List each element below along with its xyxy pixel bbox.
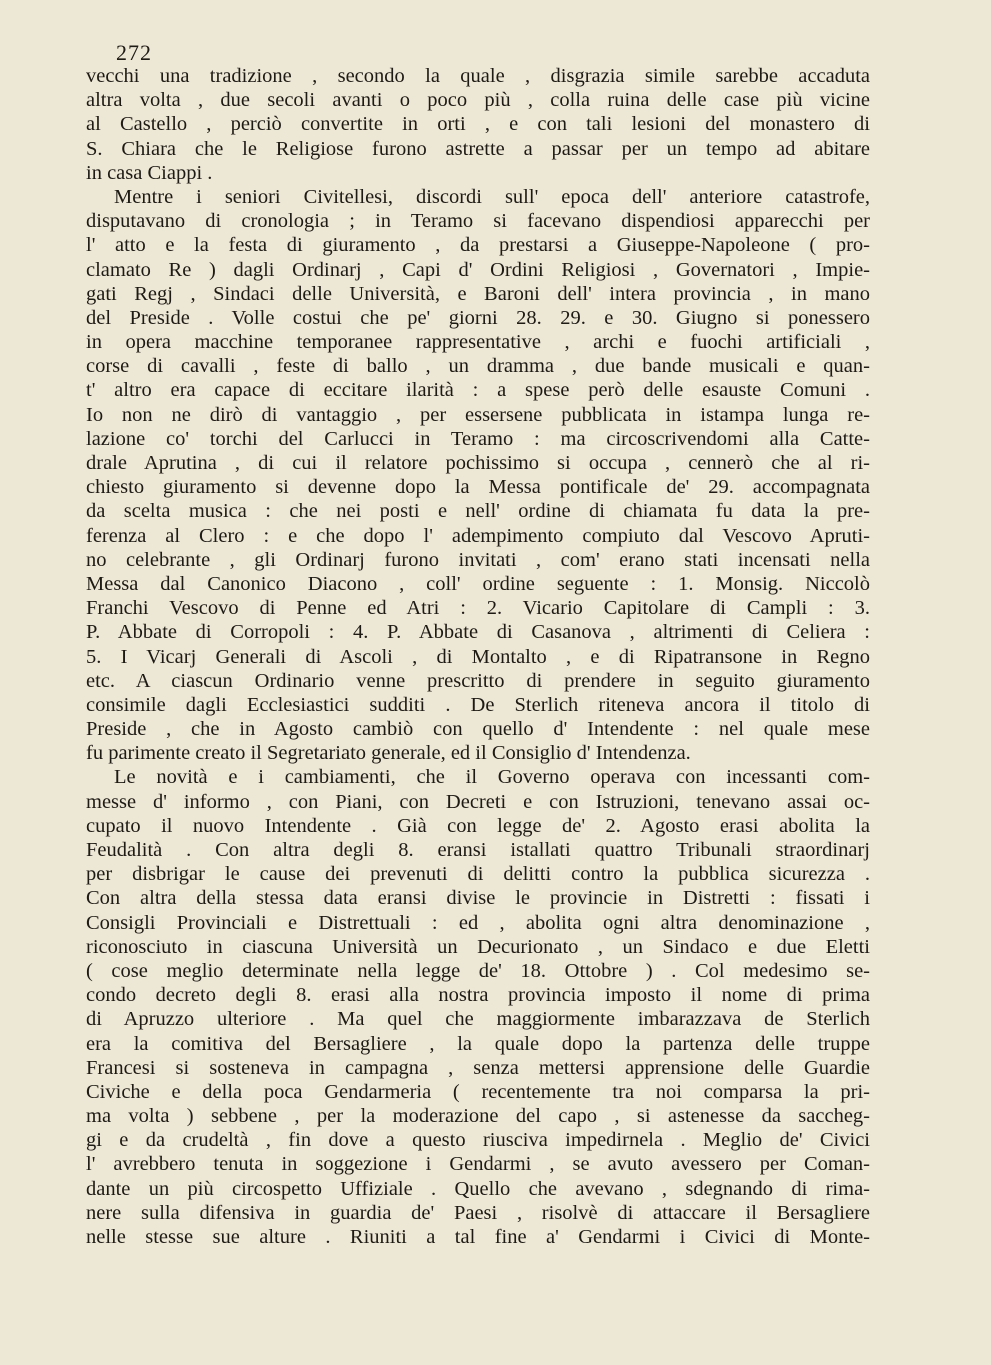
text-line: al Castello , perciò convertite in orti , e con tali lesioni del monastero di [86,113,870,136]
text-line: ferenza al Clero : e che dopo l' adempimento compiuto dal Vescovo Apruti- [86,524,870,547]
text-line: Preside , che in Agosto cambiò con quello d' Intendente : nel quale mese [86,718,870,741]
text-line: gi e da crudeltà , fin dove a questo riusciva impedirnela . Meglio de' Civici [86,1129,870,1152]
text-line: no celebrante , gli Ordinarj furono invitati , com' erano stati incensati nella [86,548,870,571]
text-line: vecchi una tradizione , secondo la quale , disgrazia simile sarebbe accaduta [86,65,870,87]
text-line: Io non ne dirò di vantaggio , per essersene pubblicata in istampa lunga re- [86,403,870,426]
body-text [86,64,870,1249]
text-line: drale Aprutina , di cui il relatore pochissimo si occupa , cennerò che al ri- [86,452,870,474]
text-line: lazione co' torchi del Carlucci in Teramo : ma circoscrivendomi alla Catte- [86,427,870,450]
text-line: nelle stesse sue alture . Riuniti a tal fine a' Gendarmi i Civici di Monte- [86,1226,870,1248]
text-line: Feudalità . Con altra degli 8. eransi istallati quattro Tribunali straordinarj [86,839,870,861]
text-line: Con altra della stessa data eransi divise le provincie in Distretti : fissati i [86,887,870,910]
text-line: corse di cavalli , feste di ballo , un dramma , due bande musicali e quan- [86,355,870,378]
text-line: chiesto giuramento si devenne dopo la Messa pontificale de' 29. accompagnata [86,476,870,499]
text-line: l' avrebbero tenuta in soggezione i Gendarmi , se avuto avessero per Coman- [86,1153,870,1176]
text-line: del Preside . Volle costui che pe' giorni 28. 29. e 30. Giugno si ponessero [86,306,870,329]
text-line: Messa dal Canonico Diacono , coll' ordine seguente : 1. Monsig. Niccolò [86,572,870,595]
text-line: fu parimente creato il Segretariato generale, ed il Consiglio d' Intendenza. [86,742,691,765]
text-line: 5. I Vicarj Generali di Ascoli , di Montalto , e di Ripatransone in Regno [86,645,870,668]
text-line: Francesi si sosteneva in campagna , senza mettersi apprensione delle Guardie [86,1056,870,1079]
text-line: Civiche e della poca Gendarmeria ( recentemente tra noi comparsa la pri- [86,1080,870,1103]
text-line: ma volta ) sebbene , per la moderazione del capo , si astenesse da saccheg- [86,1105,870,1128]
text-line: Mentre i seniori Civitellesi, discordi sull' epoca dell' anteriore catastrofe, [114,185,870,208]
text-line: Consigli Provinciali e Distrettuali : ed , abolita ogni altra denominazione , [86,911,870,934]
text-line: P. Abbate di Corropoli : 4. P. Abbate di Casanova , altrimenti di Celiera : [86,621,870,644]
text-line: nere sulla difensiva in guardia de' Paesi , risolvè di attaccare il Bersagliere [86,1201,870,1224]
text-line: l' atto e la festa di giuramento , da prestarsi a Giuseppe-Napoleone ( pro- [86,234,870,257]
text-line: t' altro era capace di eccitare ilarità : a spese però delle esauste Comuni . [86,379,870,402]
text-line: dante un più circospetto Uffiziale . Quello che avevano , sdegnando di rima- [86,1177,870,1200]
text-line: era la comitiva del Bersagliere , la quale dopo la partenza delle truppe [86,1032,870,1055]
text-line: da scelta musica : che nei posti e nell' ordine di chiamata fu data la pre- [86,500,870,523]
text-line: disputavano di cronologia ; in Teramo si facevano dispendiosi apparecchi per [86,210,870,233]
text-line: messe d' informo , con Piani, con Decreti e con Istruzioni, tenevano assai oc- [86,790,870,813]
text-line: clamato Re ) dagli Ordinarj , Capi d' Ordini Religiosi , Governatori , Impie- [86,258,870,281]
text-line: Franchi Vescovo di Penne ed Atri : 2. Vicario Capitolare di Campli : 3. [86,597,870,620]
text-line: altra volta , due secoli avanti o poco più , colla ruina delle case più vicine [86,89,870,112]
text-line: per disbrigar le cause dei prevenuti di delitti contro la pubblica sicurezza . [86,863,870,886]
text-line: condo decreto degli 8. erasi alla nostra provincia imposto il nome di prima [86,984,870,1007]
text-line: etc. A ciascun Ordinario venne prescritto di prendere in seguito giuramento [86,669,870,692]
text-line: S. Chiara che le Religiose furono astrette a passar per un tempo ad abitare [86,137,870,160]
text-line: di Apruzzo ulteriore . Ma quel che maggiormente imbarazzava de Sterlich [86,1008,870,1031]
text-line: gati Regj , Sindaci delle Università, e Baroni dell' intera provincia , in mano [86,282,870,305]
page-number: 272 [116,40,152,65]
text-line: ( cose meglio determinate nella legge de' 18. Ottobre ) . Col medesimo se- [86,959,870,982]
text-line: consimile dagli Ecclesiastici sudditi . De Sterlich riteneva ancora il titolo di [86,693,870,716]
text-line: Le novità e i cambiamenti, che il Governo operava con incessanti com- [114,766,870,789]
text-line: in opera macchine temporanee rappresentative , archi e fuochi artificiali , [86,331,870,354]
text-line: riconosciuto in ciascuna Università un Decurionato , un Sindaco e due Eletti [86,935,870,958]
text-line: in casa Ciappi . [86,161,213,184]
text-line: cupato il nuovo Intendente . Già con legge de' 2. Agosto erasi abolita la [86,814,870,837]
